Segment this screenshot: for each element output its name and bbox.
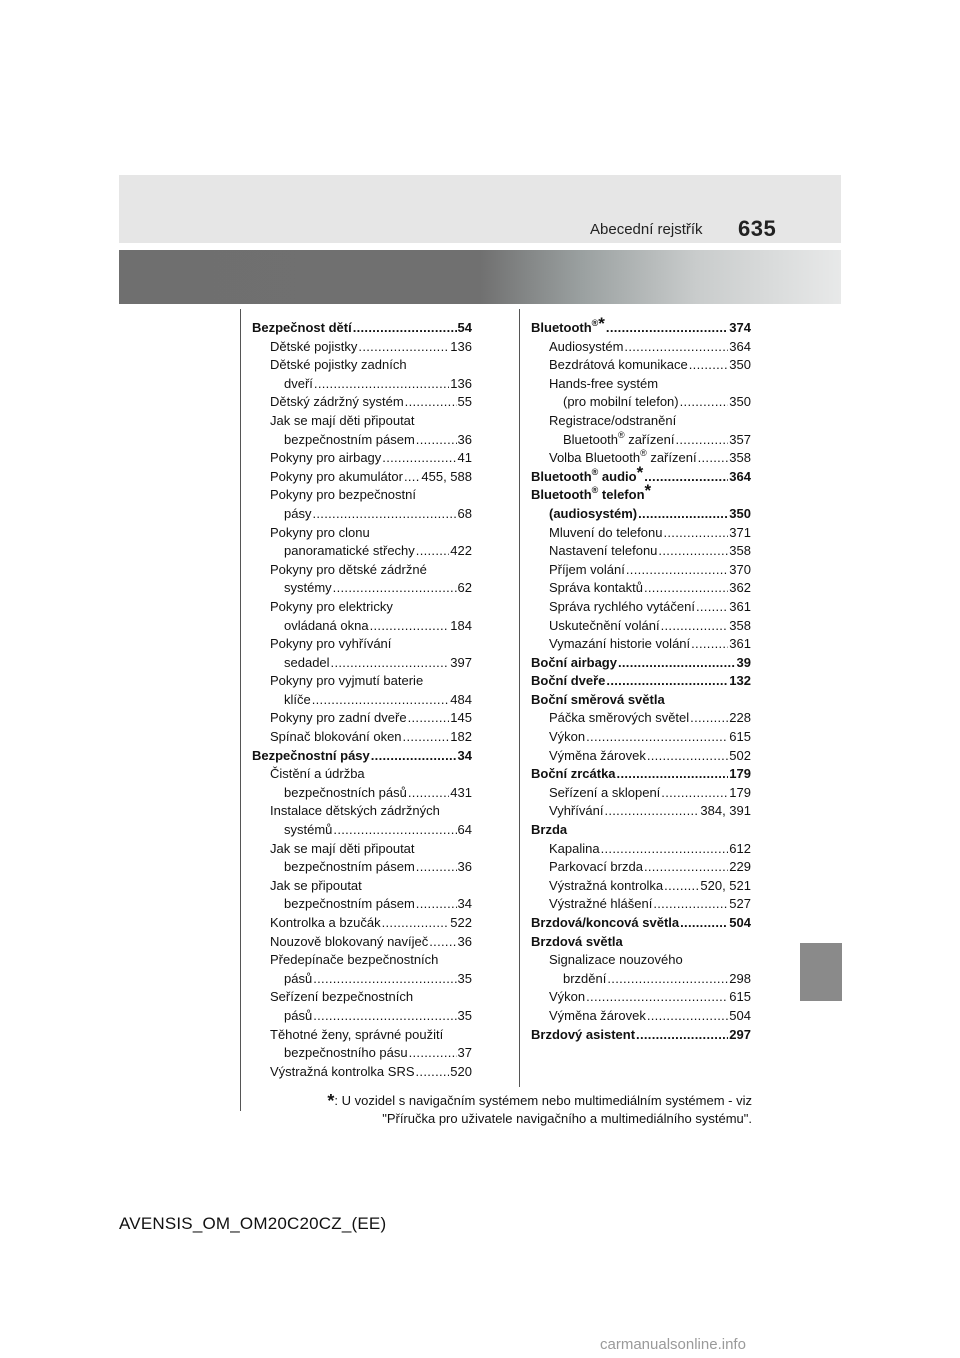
index-entry <box>252 654 472 673</box>
index-entry-page: 455, 588 <box>421 468 472 484</box>
index-entry <box>252 431 472 450</box>
index-entry-page: 64 <box>457 822 472 838</box>
index-entry <box>252 486 472 505</box>
index-entry-text: Čistění a údržba <box>270 766 365 782</box>
index-entry-text: Volba Bluetooth® zařízení <box>549 448 697 466</box>
dot-leader <box>607 970 728 989</box>
index-entry <box>252 393 472 412</box>
index-entry <box>252 468 472 487</box>
index-entry <box>531 579 751 598</box>
index-entry-text: Vyhřívání <box>549 803 604 819</box>
index-entry-page: 350 <box>729 357 751 373</box>
index-entry <box>531 988 751 1007</box>
index-entry <box>252 672 472 691</box>
dot-leader <box>653 895 728 914</box>
index-entry <box>252 765 472 784</box>
index-entry-text: Boční zrcátka <box>531 766 616 782</box>
index-entry-text: Brzda <box>531 822 568 838</box>
index-entry-text: Bluetooth®* <box>531 314 605 335</box>
index-entry <box>531 524 751 543</box>
index-entry-text: ovládaná okna <box>284 617 369 633</box>
index-entry-page: 35 <box>457 1007 472 1023</box>
footnote-star: * <box>327 1091 335 1111</box>
dot-leader <box>313 1007 456 1026</box>
index-entry-page: 361 <box>729 598 751 614</box>
dot-leader <box>691 635 728 654</box>
dot-leader <box>604 802 699 821</box>
index-entry-page: 431 <box>450 784 472 800</box>
index-entry-text: dveří <box>284 375 313 391</box>
index-entry-text: Dětské pojistky <box>270 338 358 354</box>
index-entry-page: 39 <box>736 654 751 670</box>
index-entry <box>531 672 751 691</box>
index-entry-text: Mluvení do telefonu <box>549 524 663 540</box>
index-entry <box>531 951 751 970</box>
index-entry-text: Boční airbagy <box>531 654 617 670</box>
index-column-left <box>252 319 472 1081</box>
index-entry <box>252 579 472 598</box>
index-entry-page: 615 <box>729 989 751 1005</box>
index-entry-page: 364 <box>729 338 751 354</box>
asterisk-mark: * <box>644 481 652 501</box>
dot-leader <box>586 988 728 1007</box>
dot-leader <box>664 877 699 896</box>
index-entry <box>531 561 751 580</box>
index-entry <box>252 635 472 654</box>
index-entry <box>252 449 472 468</box>
index-entry-text: Signalizace nouzového <box>549 952 683 968</box>
index-entry-text: Výstražná kontrolka SRS <box>270 1063 415 1079</box>
index-entry <box>531 412 751 431</box>
dot-leader <box>416 858 457 877</box>
index-entry <box>531 1007 751 1026</box>
index-entry <box>252 356 472 375</box>
index-entry <box>252 375 472 394</box>
dot-leader <box>661 784 728 803</box>
index-entry-text: Správa rychlého vytáčení <box>549 598 695 614</box>
dot-leader <box>601 840 729 859</box>
index-entry-text: (audiosystém) <box>549 505 638 521</box>
center-column-rule <box>519 309 520 1087</box>
index-entry-text: Pokyny pro elektricky <box>270 598 393 614</box>
index-entry-page: 384, 391 <box>700 803 751 819</box>
dot-leader <box>331 654 450 673</box>
index-entry <box>252 877 472 896</box>
dot-leader <box>647 1007 728 1026</box>
index-entry-page: 132 <box>729 673 751 689</box>
index-entry <box>531 375 751 394</box>
index-entry <box>531 654 751 673</box>
dot-leader <box>696 598 728 617</box>
index-entry-text: Předepínače bezpečnostních <box>270 952 439 968</box>
index-entry-page: 362 <box>729 580 751 596</box>
dot-leader <box>663 524 728 543</box>
index-entry <box>531 840 751 859</box>
dot-leader <box>606 672 728 691</box>
dot-leader <box>658 542 728 561</box>
dot-leader <box>661 617 729 636</box>
dot-leader <box>675 431 728 450</box>
index-entry-text: Výměna žárovek <box>549 747 646 763</box>
dot-leader <box>382 914 450 933</box>
index-entry-text: Správa kontaktů <box>549 580 643 596</box>
index-entry-text: Jak se mají děti připoutat <box>270 412 415 428</box>
index-entry-text: sedadel <box>284 654 330 670</box>
index-entry <box>252 914 472 933</box>
index-entry-text: Výstražné hlášení <box>549 896 653 912</box>
dot-leader <box>624 338 728 357</box>
index-entry-text: Brzdový asistent <box>531 1026 636 1042</box>
index-entry-text: Dětské pojistky zadních <box>270 357 407 373</box>
index-entry <box>252 691 472 710</box>
dot-leader <box>353 319 457 338</box>
index-entry-text: Parkovací brzda <box>549 859 643 875</box>
index-entry <box>252 319 472 338</box>
index-entry-text: Příjem volání <box>549 561 625 577</box>
index-entry-page: 520 <box>450 1063 472 1079</box>
index-entry <box>531 802 751 821</box>
index-entry-text: Bluetooth® audio* <box>531 462 644 484</box>
index-entry <box>252 784 472 803</box>
index-entry <box>531 914 751 933</box>
index-entry-text: Registrace/odstranění <box>549 412 677 428</box>
dot-leader <box>617 765 729 784</box>
index-entry <box>531 877 751 896</box>
index-entry <box>531 505 751 524</box>
index-entry-page: 37 <box>457 1045 472 1061</box>
index-entry-page: 502 <box>729 747 751 763</box>
index-entry <box>531 617 751 636</box>
index-entry-page: 350 <box>729 505 751 521</box>
dot-leader <box>644 468 728 487</box>
index-entry-page: 54 <box>457 320 472 335</box>
index-entry <box>252 1026 472 1045</box>
section-thumb-tab <box>800 943 842 1001</box>
index-entry-text: Seřízení bezpečnostních <box>270 989 414 1005</box>
index-entry <box>252 728 472 747</box>
index-entry-text: Nouzově blokovaný navíječ <box>270 933 429 949</box>
index-entry-page: 36 <box>457 859 472 875</box>
index-entry <box>531 821 751 840</box>
index-entry-page: 34 <box>457 896 472 912</box>
index-entry <box>252 709 472 728</box>
index-entry <box>252 933 472 952</box>
dot-leader <box>626 561 728 580</box>
index-entry-text: Jak se mají děti připoutat <box>270 840 415 856</box>
index-entry-page: 357 <box>729 431 751 447</box>
index-entry-text: pásy <box>284 505 312 521</box>
index-entry <box>252 970 472 989</box>
index-entry-text: Jak se připoutat <box>270 877 362 893</box>
dot-leader <box>408 709 450 728</box>
index-entry <box>531 933 751 952</box>
dot-leader <box>371 747 457 766</box>
footnote-line-1: : U vozidel s navigačním systémem nebo multimediálním systémem - viz <box>334 1093 752 1108</box>
index-entry-page: 371 <box>729 524 751 540</box>
dot-leader <box>689 356 729 375</box>
dot-leader <box>312 505 456 524</box>
dot-leader <box>636 1026 728 1045</box>
index-entry <box>531 709 751 728</box>
dot-leader <box>313 970 456 989</box>
watermark: carmanualsonline.info <box>600 1336 746 1353</box>
index-entry <box>531 765 751 784</box>
dot-leader <box>644 858 728 877</box>
index-entry-page: 364 <box>729 468 751 484</box>
index-entry <box>252 505 472 524</box>
header-bar <box>119 175 841 243</box>
index-entry <box>252 840 472 859</box>
header-gradient-band <box>119 250 841 304</box>
page-number: 635 <box>738 216 777 241</box>
index-entry-text: Bezdrátová komunikace <box>549 357 688 373</box>
index-entry-page: 361 <box>729 636 751 652</box>
index-entry-text: Pokyny pro zadní dveře <box>270 710 407 726</box>
footnote-line-2: "Příručka pro uživatele navigačního a multimediálního systému". <box>382 1111 752 1126</box>
index-entry-page: 504 <box>729 1007 751 1023</box>
index-entry-page: 35 <box>457 970 472 986</box>
index-entry-page: 182 <box>450 729 472 745</box>
index-entry-text: (pro mobilní telefon) <box>563 394 679 410</box>
index-entry-text: Pokyny pro airbagy <box>270 450 382 466</box>
index-entry-text: Pokyny pro bezpečnostní <box>270 487 416 503</box>
index-entry-page: 298 <box>729 970 751 986</box>
index-entry-text: Výměna žárovek <box>549 1007 646 1023</box>
dot-leader <box>416 895 457 914</box>
index-entry <box>531 356 751 375</box>
index-entry <box>531 598 751 617</box>
index-entry-text: pásů <box>284 1007 313 1023</box>
index-entry-text: bezpečnostním pásem <box>284 859 415 875</box>
index-entry-text: Bluetooth® telefon* <box>531 481 652 503</box>
index-entry <box>252 747 472 766</box>
index-entry-page: 358 <box>729 617 751 633</box>
dot-leader <box>405 393 457 412</box>
index-entry-text: Výkon <box>549 989 586 1005</box>
index-entry <box>252 951 472 970</box>
index-entry-text: bezpečnostního pásu <box>284 1045 408 1061</box>
index-entry-text: Audiosystém <box>549 338 624 354</box>
index-entry-text: Pokyny pro vyhřívání <box>270 636 392 652</box>
index-entry-text: Páčka směrových světel <box>549 710 690 726</box>
index-entry <box>252 1063 472 1082</box>
index-entry-page: 36 <box>457 431 472 447</box>
index-entry <box>531 858 751 877</box>
index-entry-text: Vymazání historie volání <box>549 636 691 652</box>
index-entry-text: bezpečnostním pásem <box>284 896 415 912</box>
dot-leader <box>382 449 456 468</box>
footnote <box>300 1092 752 1127</box>
index-entry-text: Brzdová světla <box>531 933 623 949</box>
index-entry-text: Bezpečnostní pásy <box>252 747 370 763</box>
index-entry-page: 297 <box>729 1026 751 1042</box>
index-entry-text: klíče <box>284 691 311 707</box>
index-entry-text: Instalace dětských zádržných <box>270 803 440 819</box>
index-entry-page: 136 <box>450 338 472 354</box>
index-entry <box>531 431 751 450</box>
index-entry-page: 615 <box>729 729 751 745</box>
index-entry-text: Dětský zádržný systém <box>270 394 404 410</box>
index-entry <box>252 821 472 840</box>
index-entry-page: 504 <box>729 915 751 930</box>
index-entry <box>531 728 751 747</box>
dot-leader <box>333 821 456 840</box>
dot-leader <box>647 747 728 766</box>
index-entry-page: 145 <box>450 710 472 726</box>
index-entry-text: Bezpečnost dětí <box>252 320 352 335</box>
index-entry <box>252 338 472 357</box>
index-entry-page: 522 <box>450 915 472 930</box>
index-entry-page: 527 <box>729 896 751 912</box>
dot-leader <box>638 505 728 524</box>
dot-leader <box>680 914 728 933</box>
index-entry <box>252 412 472 431</box>
index-entry-text: bezpečnostních pásů <box>284 784 407 800</box>
dot-leader <box>403 728 450 747</box>
index-entry-page: 397 <box>450 654 472 670</box>
index-entry <box>531 314 751 338</box>
dot-leader <box>312 691 450 710</box>
dot-leader <box>698 449 729 468</box>
index-entry <box>531 747 751 766</box>
index-entry-text: brzdění <box>563 970 607 986</box>
dot-leader <box>370 617 450 636</box>
index-entry-text: Nastavení telefonu <box>549 543 658 559</box>
index-entry-page: 370 <box>729 561 751 577</box>
dot-leader <box>416 542 450 561</box>
index-entry-page: 68 <box>457 505 472 521</box>
index-entry <box>252 895 472 914</box>
index-entry-page: 484 <box>450 691 472 707</box>
index-entry <box>252 1007 472 1026</box>
index-entry-page: 422 <box>450 543 472 559</box>
index-entry <box>531 970 751 989</box>
index-entry-text: Pokyny pro akumulátor <box>270 468 403 484</box>
index-entry <box>531 542 751 561</box>
index-entry-page: 36 <box>457 933 472 949</box>
index-entry-page: 229 <box>729 859 751 875</box>
index-entry-text: Hands-free systém <box>549 375 659 391</box>
index-entry <box>531 462 751 487</box>
index-entry <box>252 542 472 561</box>
dot-leader <box>680 393 729 412</box>
index-entry-page: 179 <box>729 766 751 782</box>
dot-leader <box>690 709 728 728</box>
index-entry-page: 34 <box>457 747 472 763</box>
index-entry-text: Pokyny pro dětské zádržné <box>270 561 427 577</box>
index-entry-text: pásů <box>284 970 313 986</box>
index-entry <box>252 1044 472 1063</box>
index-entry <box>252 802 472 821</box>
index-entry-page: 350 <box>729 394 751 410</box>
dot-leader <box>416 1063 450 1082</box>
index-entry <box>531 691 751 710</box>
index-entry-text: Výkon <box>549 729 586 745</box>
dot-leader <box>586 728 728 747</box>
index-entry-page: 374 <box>729 320 751 335</box>
index-entry-page: 358 <box>729 543 751 559</box>
index-entry-page: 179 <box>729 784 751 800</box>
index-entry-text: Uskutečnění volání <box>549 617 660 633</box>
asterisk-mark: * <box>598 314 605 333</box>
index-entry-text: Těhotné ženy, správné použití <box>270 1026 444 1042</box>
index-entry-page: 520, 521 <box>700 877 751 893</box>
index-entry-page: 41 <box>457 450 472 466</box>
index-entry-text: Kapalina <box>549 840 600 856</box>
dot-leader <box>333 579 457 598</box>
dot-leader <box>409 1044 457 1063</box>
index-entry <box>531 1026 751 1045</box>
dot-leader <box>416 431 457 450</box>
index-entry-text: Bluetooth® zařízení <box>563 429 675 447</box>
index-entry-text: Seřízení a sklopení <box>549 784 661 800</box>
index-entry-text: Boční dveře <box>531 673 606 689</box>
index-entry-page: 358 <box>729 450 751 466</box>
index-entry-page: 612 <box>729 840 751 856</box>
index-entry-page: 136 <box>450 375 472 391</box>
index-entry-text: systémy <box>284 580 332 596</box>
index-entry-page: 55 <box>457 394 472 410</box>
index-entry <box>252 598 472 617</box>
dot-leader <box>404 468 420 487</box>
index-entry <box>252 858 472 877</box>
index-column-right <box>531 314 751 1044</box>
dot-leader <box>358 338 449 357</box>
index-entry-text: Kontrolka a bzučák <box>270 915 381 930</box>
index-entry <box>252 561 472 580</box>
index-entry-text: panoramatické střechy <box>284 543 415 559</box>
asterisk-mark: * <box>636 462 644 482</box>
document-code: AVENSIS_OM_OM20C20CZ_(EE) <box>119 1214 387 1233</box>
dot-leader <box>644 579 728 598</box>
index-entry-text: systémů <box>284 822 333 838</box>
dot-leader <box>314 375 449 394</box>
index-entry <box>531 784 751 803</box>
index-entry-text: Boční směrová světla <box>531 691 665 707</box>
index-entry-page: 184 <box>450 617 472 633</box>
dot-leader <box>429 933 456 952</box>
index-entry <box>252 988 472 1007</box>
dot-leader <box>618 654 736 673</box>
index-entry-text: bezpečnostním pásem <box>284 431 415 447</box>
index-entry <box>531 393 751 412</box>
index-entry <box>531 481 751 505</box>
index-entry-text: Spínač blokování oken <box>270 729 402 745</box>
section-title: Abecední rejstřík <box>590 221 703 238</box>
left-column-rule <box>240 309 241 1111</box>
index-entry-text: Pokyny pro vyjmutí baterie <box>270 673 424 689</box>
index-entry-page: 62 <box>457 580 472 596</box>
index-entry <box>531 895 751 914</box>
index-entry-text: Výstražná kontrolka <box>549 877 664 893</box>
index-entry <box>252 617 472 636</box>
index-entry-page: 228 <box>729 710 751 726</box>
index-entry <box>252 524 472 543</box>
index-entry <box>531 635 751 654</box>
index-entry-text: Pokyny pro clonu <box>270 524 370 540</box>
dot-leader <box>606 319 728 338</box>
index-entry <box>531 338 751 357</box>
index-entry-text: Brzdová/koncová světla <box>531 915 680 930</box>
dot-leader <box>408 784 449 803</box>
